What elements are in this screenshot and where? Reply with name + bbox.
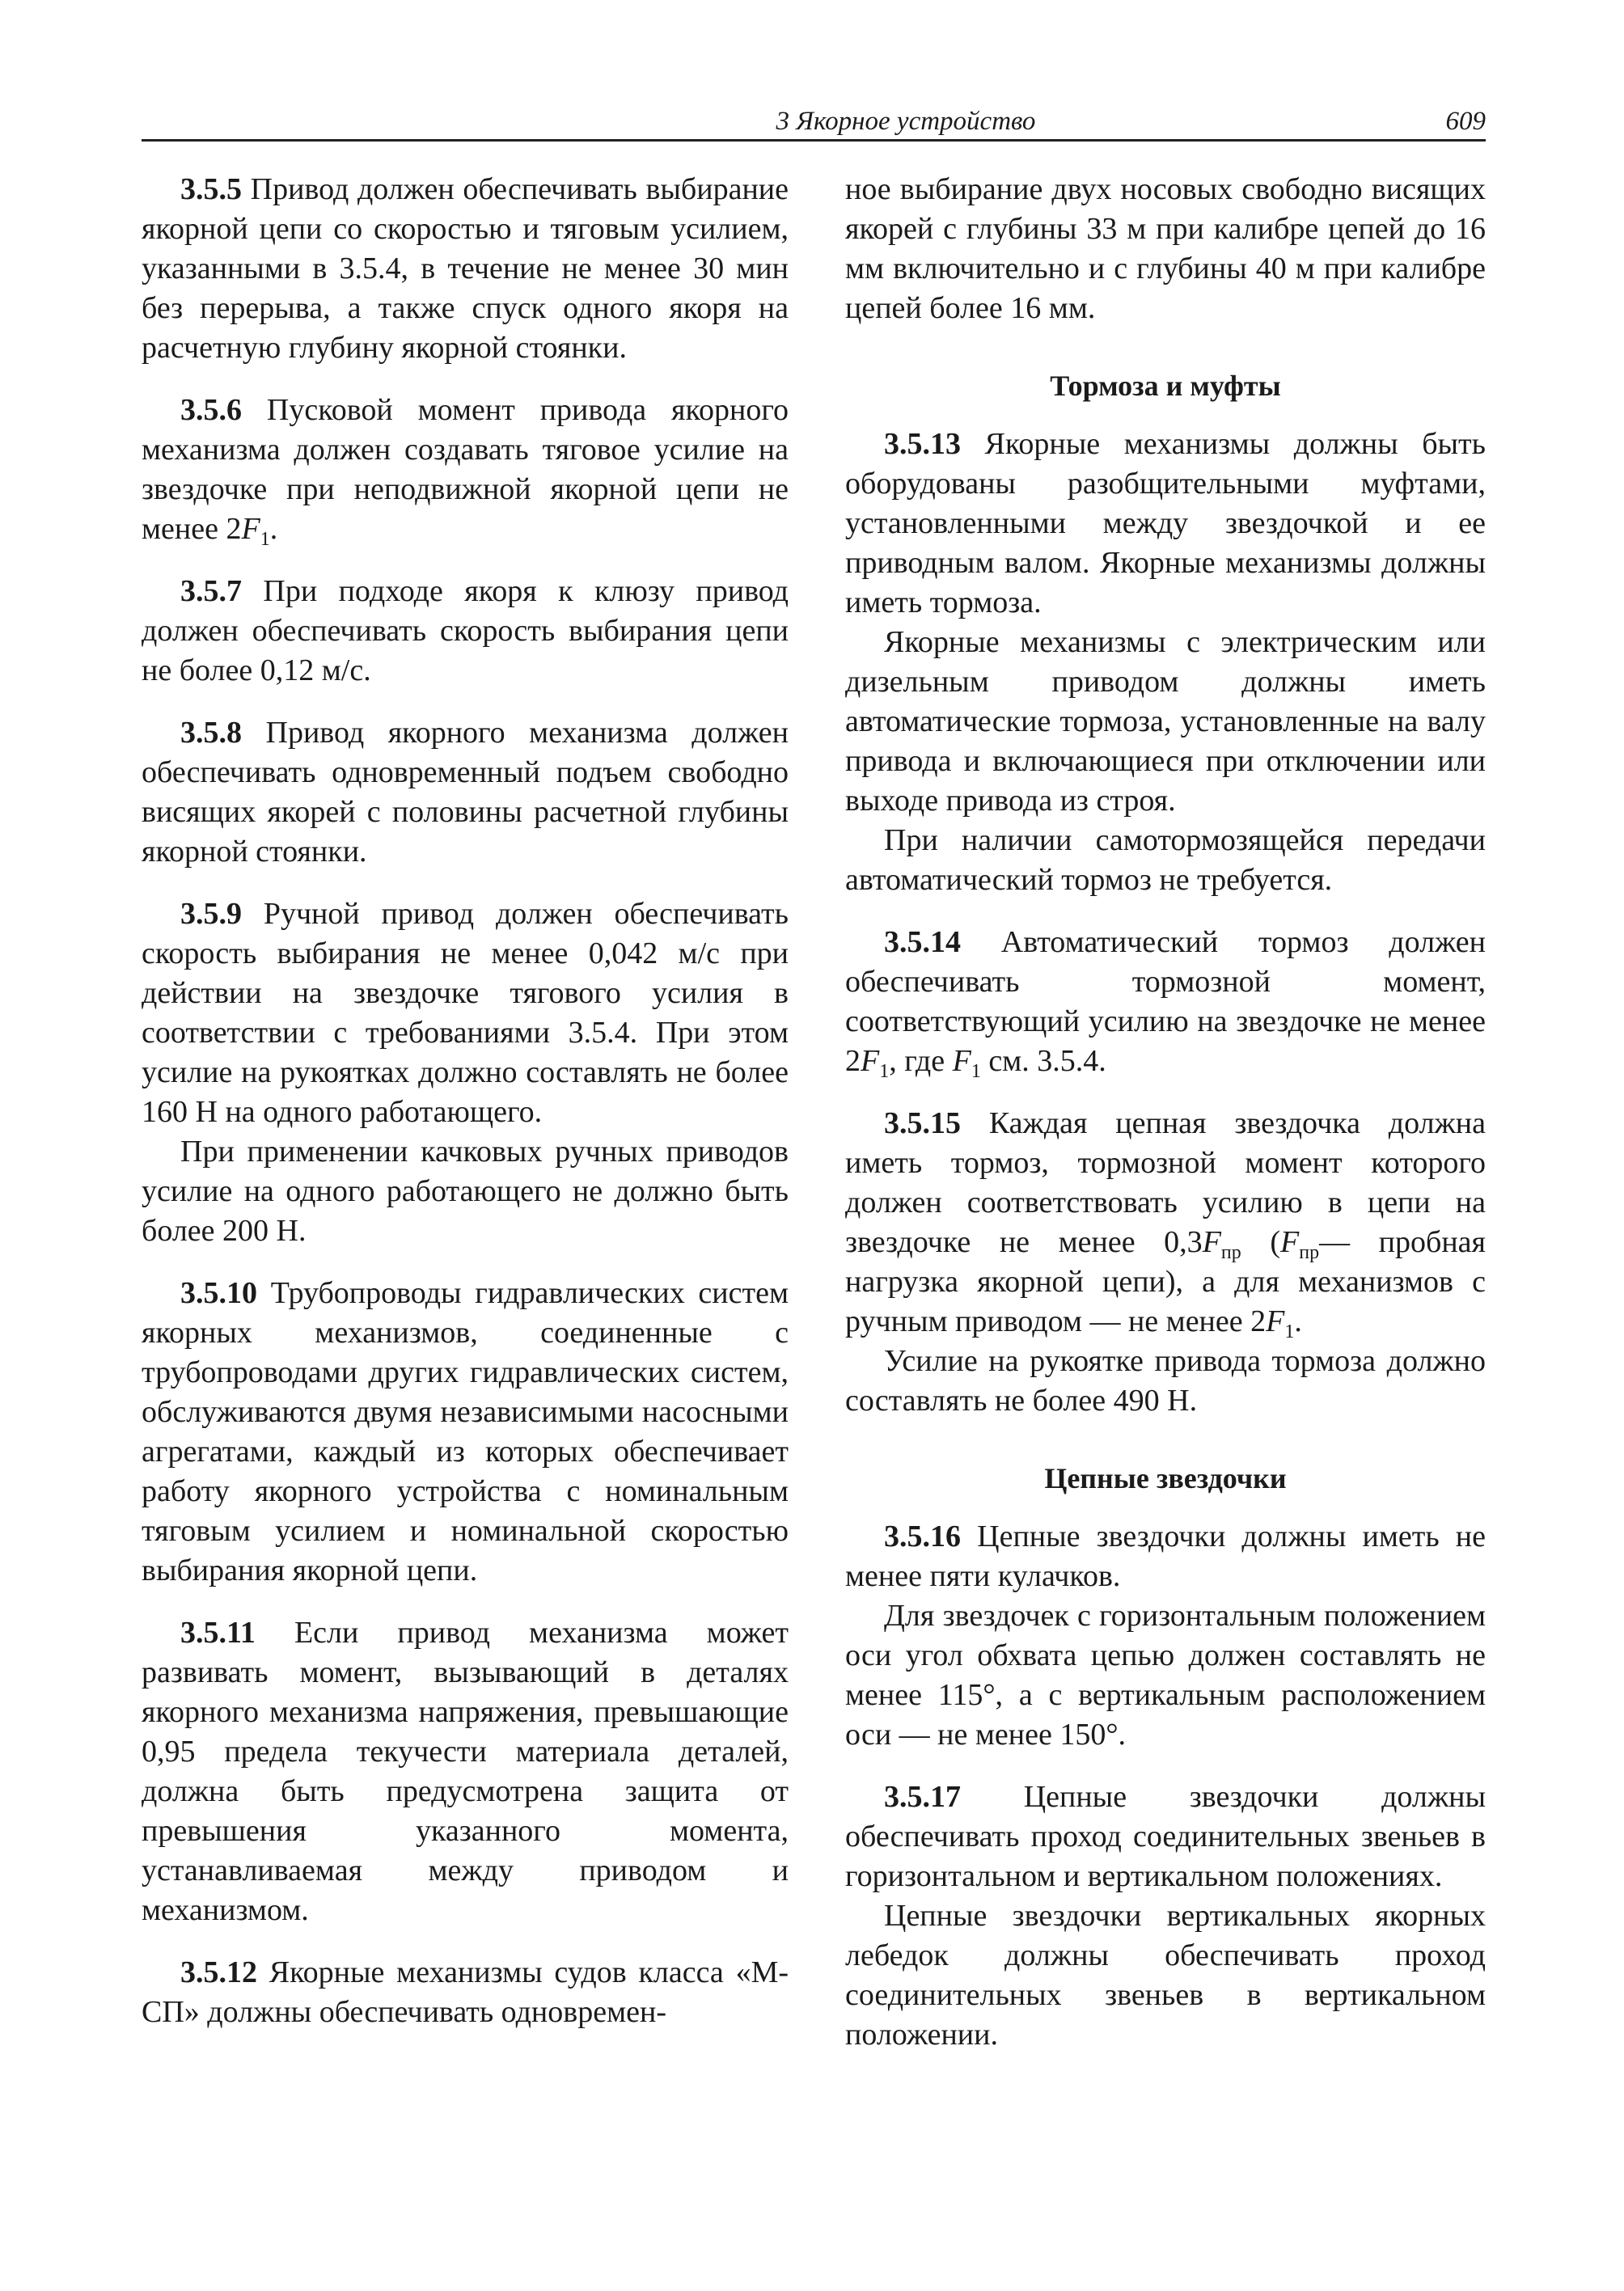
formula-symbol: F [952,1044,971,1078]
paragraph-text: Ручной привод должен обеспечивать скорость выбирания не менее 0,042 м/с при действии на звездочке тягового усилия в соответствии с требованиями 3.5.4. При этом усилие на рукоятках должно составлять не более 160 Н на одного работающего. [142,897,789,1129]
clause-number: 3.5.15 [884,1106,961,1140]
paragraph-3-5-11 [142,1613,789,1930]
paragraph-text: Трубопроводы гидравлических систем якорных механизмов, соединенные с трубопроводами других гидравлических систем, обслуживаются двумя независимыми насосными агрегатами, каждый из которых обеспечивает работу якорного устройства с номинальным тяговым усилием и номинальной скоростью выбирания якорной цепи. [142,1276,789,1587]
running-title: 3 Якорное устройство [776,107,1036,136]
paragraph-3-5-12 [142,1953,789,2032]
clause-number: 3.5.13 [884,427,961,461]
clause-number: 3.5.6 [180,393,242,427]
paragraph-3-5-10 [142,1274,789,1591]
section-heading-sprockets: Цепные звездочки [1044,1462,1287,1494]
paragraph-3-5-14 [845,923,1486,1081]
paragraph-3-5-16-continued: Для звездочек с горизонтальным положением оси угол обхвата цепью должен составлять не менее 115°, а с вертикальным расположением оси — не менее 150°. [845,1599,1486,1752]
paragraph-text: , где [889,1044,953,1078]
paragraph-text: Если привод механизма может развивать момент, вызывающий в деталях якорного механизма напряжения, превышающие 0,95 предела текучести материала деталей, должна быть предусмотрена защита от превышения указанного момента, устанавливаемая между приводом и механизмом. [142,1616,789,1927]
paragraph-text: Каждая цепная звездочка должна иметь тормоз, тормозной момент которого должен соответствовать усилию в цепи на звездочке не менее 0,3 [845,1106,1487,1259]
paragraph-text: Якорные механизмы судов класса «М-СП» должны обеспечивать одновремен- [142,1955,789,2029]
formula-subscript: 1 [260,529,270,550]
formula-subscript: пр [1299,1242,1320,1263]
clause-number: 3.5.8 [180,716,242,750]
paragraph-3-5-12-continued: ное выбирание двух носовых свободно висящих якорей с глубины 33 м при калибре цепей до 16 мм включительно и с глубины 40 м при калибре цепей более 16 мм. [845,172,1486,325]
paragraph-text: — пробная нагрузка якорной цепи), а для механизмов с ручным приводом — не менее 2 [845,1225,1487,1338]
formula-symbol: F [1280,1225,1300,1259]
paragraph-3-5-9-continued: При применении качковых ручных приводов усилие на одного работающего не должно быть более 200 Н. [142,1135,789,1248]
paragraph-3-5-16 [845,1517,1486,1596]
paragraph-3-5-5 [142,170,789,368]
paragraph-text: ( [1241,1225,1280,1259]
paragraph-3-5-8 [142,713,789,872]
formula-symbol: F [861,1044,880,1078]
paragraph-text: Цепные звездочки должны иметь не менее пяти кулачков. [845,1520,1487,1593]
formula-subscript: 1 [971,1061,981,1082]
paragraph-text: Привод якорного механизма должен обеспечивать одновременный подъем свободно висящих якорей с половины расчетной глубины якорной стоянки. [142,716,789,869]
formula-symbol: F [1266,1304,1285,1338]
paragraph-3-5-15-continued: Усилие на рукоятке привода тормоза должно составлять не более 490 Н. [845,1344,1486,1418]
right-column [845,170,1486,2055]
clause-number: 3.5.14 [884,925,961,959]
page-number: 609 [1445,107,1486,136]
clause-number: 3.5.10 [180,1276,257,1310]
paragraph-text: При подходе якоря к клюзу привод должен обеспечивать скорость выбирания цепи не более 0,12 м/с. [142,574,789,687]
formula-subscript: 1 [879,1061,890,1082]
punctuation: . [269,512,278,546]
formula-symbol: F [1202,1225,1221,1259]
paragraph-3-5-13 [845,425,1486,623]
paragraph-3-5-13-continued-2: При наличии самотормозящейся передачи автоматический тормоз не требуется. [845,823,1486,897]
paragraph-text: Автоматический тормоз должен обеспечивать тормозной момент, соответствующий усилию на звездочке не менее 2 [845,925,1486,1078]
clause-number: 3.5.11 [180,1616,256,1650]
paragraph-3-5-6 [142,391,789,549]
paragraph-text: Пусковой момент привода якорного механизма должен создавать тяговое усилие на звездочке при неподвижной якорной цепи не менее 2 [142,393,789,546]
clause-number: 3.5.9 [180,897,242,931]
clause-number: 3.5.7 [180,574,242,608]
clause-number: 3.5.17 [884,1780,961,1814]
formula-subscript: пр [1220,1242,1241,1263]
paragraph-text: . [1294,1304,1302,1338]
paragraph-text: Цепные звездочки должны обеспечивать проход соединительных звеньев в горизонтальном и вертикальном положениях. [845,1780,1486,1893]
clause-number: 3.5.16 [884,1520,961,1553]
paragraph-3-5-17 [845,1777,1486,1896]
formula-subscript: 1 [1284,1321,1295,1342]
paragraph-text: см. 3.5.4. [980,1044,1106,1078]
paragraph-text: Привод должен обеспечивать выбирание якорной цепи со скоростью и тяговым усилием, указанными в 3.5.4, в течение не менее 30 мин без перерыва, а также спуск одного якоря на расчетную глубину якорной стоянки. [142,172,789,365]
paragraph-text: Якорные механизмы должны быть оборудованы разобщительными муфтами, установленными между звездочкой и ее приводным валом. Якорные механизмы должны иметь тормоза. [845,427,1486,619]
page-header [142,104,1486,142]
clause-number: 3.5.12 [180,1955,257,1989]
paragraph-3-5-17-continued: Цепные звездочки вертикальных якорных лебедок должны обеспечивать проход соединительных звеньев в вертикальном положении. [845,1899,1486,2052]
section-heading-brakes: Тормоза и муфты [1050,370,1281,402]
left-column [142,170,789,2032]
paragraph-3-5-15 [845,1104,1486,1342]
paragraph-3-5-7 [142,572,789,691]
paragraph-3-5-9 [142,894,789,1132]
clause-number: 3.5.5 [180,172,242,206]
formula-symbol: F [241,512,260,546]
paragraph-3-5-13-continued-1: Якорные механизмы с электрическим или дизельным приводом должны иметь автоматические тормоза, установленные на валу привода и включающиеся при отключении или выходе привода из строя. [845,625,1486,818]
